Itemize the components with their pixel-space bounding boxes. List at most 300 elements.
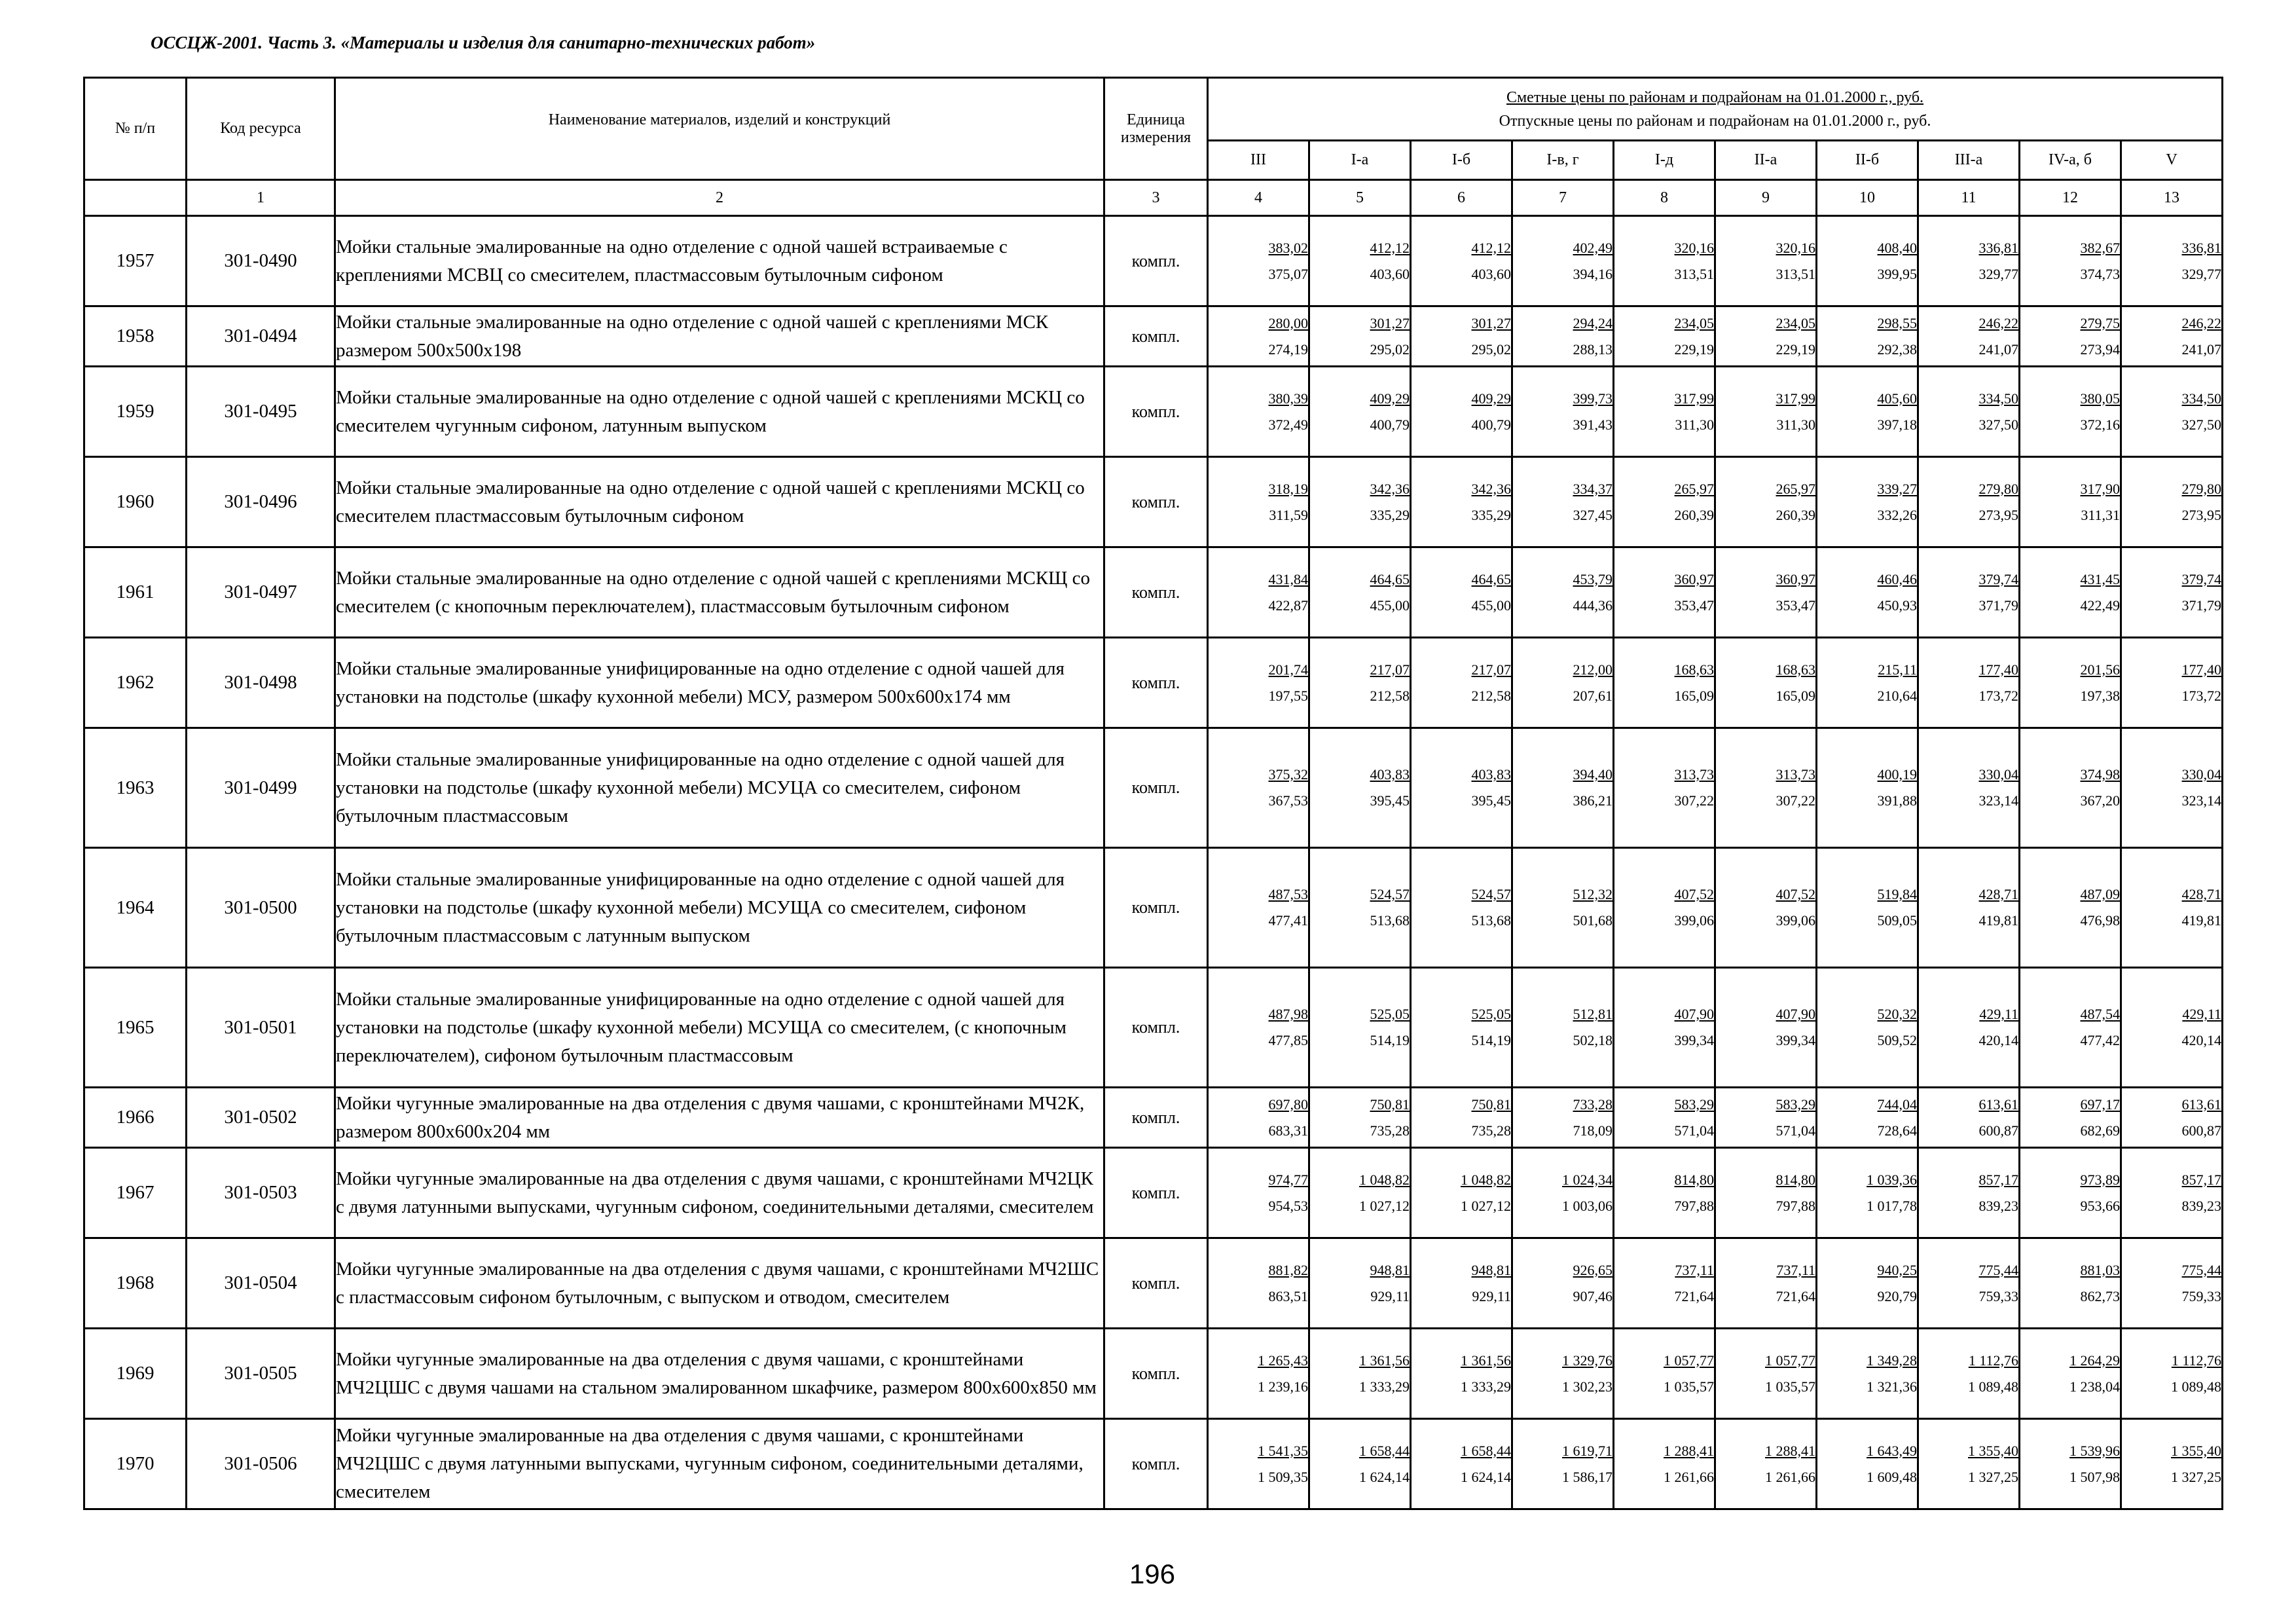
- estimated-price: 336,81: [2181, 239, 2222, 256]
- resource-code: 301-0497: [187, 547, 335, 638]
- estimated-price: 520,32: [1877, 1006, 1917, 1022]
- release-price: 953,66: [2080, 1197, 2120, 1214]
- release-price: 450,93: [1877, 597, 1917, 614]
- release-price: 600,87: [2181, 1122, 2222, 1139]
- price-cell: [1208, 547, 1309, 638]
- estimated-price: 881,03: [2080, 1261, 2120, 1278]
- estimated-price: 1 112,76: [1968, 1352, 2018, 1369]
- price-cell: [1918, 367, 2020, 457]
- unit-cell: компл.: [1104, 1419, 1208, 1509]
- estimated-price: 234,05: [1776, 314, 1815, 331]
- row-number: 1963: [84, 728, 187, 848]
- release-price: 1 261,66: [1664, 1468, 1714, 1485]
- row-number: 1957: [84, 216, 187, 306]
- estimated-price: 400,19: [1877, 766, 1917, 783]
- release-price: 197,38: [2080, 687, 2120, 704]
- release-price: 1 609,48: [1867, 1468, 1917, 1485]
- table-row: [84, 547, 2223, 638]
- price-cell: [1614, 457, 1715, 547]
- header-region: II-а: [1715, 141, 1817, 180]
- estimated-price: 317,99: [1674, 390, 1714, 407]
- estimated-price: 1 361,56: [1359, 1352, 1410, 1369]
- release-price: 1 624,14: [1461, 1468, 1511, 1485]
- release-price: 367,53: [1268, 792, 1308, 809]
- price-cell: [2121, 1419, 2223, 1509]
- table-row: [84, 728, 2223, 848]
- release-price: 571,04: [1776, 1122, 1815, 1139]
- price-cell: [1309, 728, 1411, 848]
- price-cell: [1411, 457, 1512, 547]
- estimated-price: 177,40: [1978, 661, 2018, 678]
- release-price: 311,30: [1776, 416, 1815, 433]
- estimated-price: 383,02: [1268, 239, 1308, 256]
- table-row: [84, 306, 2223, 367]
- material-name: Мойки стальные эмалированные унифицированные на одно отделение с одной чашей для установки на подстолье (шкафу кухонной мебели) МСУ, размером 500х600х174 мм: [335, 638, 1104, 728]
- release-price: 509,05: [1877, 912, 1917, 929]
- release-price: 1 327,25: [1968, 1468, 2018, 1485]
- estimated-price: 737,11: [1776, 1261, 1815, 1278]
- release-price: 797,88: [1674, 1197, 1714, 1214]
- price-cell: [1208, 638, 1309, 728]
- release-price: 863,51: [1268, 1287, 1308, 1304]
- price-cell: [1512, 1329, 1614, 1419]
- estimated-price: 301,27: [1370, 314, 1410, 331]
- price-cell: [1817, 728, 1918, 848]
- release-price: 313,51: [1776, 265, 1815, 282]
- release-price: 353,47: [1776, 597, 1815, 614]
- price-cell: [1715, 728, 1817, 848]
- estimated-price: 1 658,44: [1461, 1442, 1511, 1459]
- release-price: 327,45: [1573, 506, 1613, 523]
- resource-code: 301-0499: [187, 728, 335, 848]
- estimated-price: 294,24: [1573, 314, 1613, 331]
- estimated-price: 453,79: [1573, 570, 1613, 587]
- price-cell: [1208, 1148, 1309, 1238]
- estimated-price: 1 057,77: [1765, 1352, 1815, 1369]
- table-row: [84, 848, 2223, 968]
- price-cell: [1715, 367, 1817, 457]
- price-cell: [1512, 547, 1614, 638]
- price-cell: [1309, 1148, 1411, 1238]
- row-number: 1958: [84, 306, 187, 367]
- release-price: 477,42: [2080, 1032, 2120, 1048]
- estimated-price: 408,40: [1877, 239, 1917, 256]
- release-price: 920,79: [1877, 1287, 1917, 1304]
- price-cell: [2121, 728, 2223, 848]
- price-cell: [1411, 1238, 1512, 1329]
- material-name: Мойки чугунные эмалированные на два отделения с двумя чашами, с кронштейнами МЧ2ЦШС с двумя чашами на стальном эмалированном шкафчике, размером 800х600х850 мм: [335, 1329, 1104, 1419]
- estimated-price: 360,97: [1776, 570, 1815, 587]
- row-number: 1970: [84, 1419, 187, 1509]
- release-price: 400,79: [1471, 416, 1511, 433]
- column-number: 1: [187, 180, 335, 216]
- release-price: 571,04: [1674, 1122, 1714, 1139]
- release-price: 1 333,29: [1461, 1378, 1511, 1395]
- price-cell: [1512, 367, 1614, 457]
- row-number: 1968: [84, 1238, 187, 1329]
- release-price: 1 302,23: [1562, 1378, 1613, 1395]
- column-number: 12: [2020, 180, 2121, 216]
- estimated-price: 403,83: [1471, 766, 1511, 783]
- price-cell: [1817, 1238, 1918, 1329]
- price-cell: [1309, 547, 1411, 638]
- column-number: 11: [1918, 180, 2020, 216]
- estimated-price: 279,80: [1978, 480, 2018, 497]
- estimated-price: 168,63: [1674, 661, 1714, 678]
- release-price: 307,22: [1776, 792, 1815, 809]
- estimated-price: 1 643,49: [1867, 1442, 1917, 1459]
- estimated-price: 1 048,82: [1359, 1171, 1410, 1188]
- release-price: 1 003,06: [1562, 1197, 1613, 1214]
- price-cell: [1918, 638, 2020, 728]
- price-cell: [1512, 306, 1614, 367]
- release-price: 210,64: [1877, 687, 1917, 704]
- price-cell: [1715, 1148, 1817, 1238]
- release-price: 477,41: [1268, 912, 1308, 929]
- estimated-price: 926,65: [1573, 1261, 1613, 1278]
- release-price: 513,68: [1370, 912, 1410, 929]
- price-cell: [2121, 968, 2223, 1088]
- price-cell: [1918, 216, 2020, 306]
- estimated-price: 313,73: [1674, 766, 1714, 783]
- price-cell: [2020, 638, 2121, 728]
- release-price: 311,31: [2081, 506, 2120, 523]
- estimated-price: 525,05: [1471, 1006, 1511, 1022]
- unit-cell: компл.: [1104, 728, 1208, 848]
- resource-code: 301-0490: [187, 216, 335, 306]
- release-price: 1 089,48: [2171, 1378, 2222, 1395]
- estimated-price: 750,81: [1471, 1096, 1511, 1113]
- release-price: 907,46: [1573, 1287, 1613, 1304]
- release-price: 682,69: [2080, 1122, 2120, 1139]
- price-cell: [1817, 1419, 1918, 1509]
- table-row: [84, 457, 2223, 547]
- estimated-price: 342,36: [1370, 480, 1410, 497]
- table-row: [84, 1419, 2223, 1509]
- release-price: 839,23: [2181, 1197, 2222, 1214]
- estimated-price: 313,73: [1776, 766, 1815, 783]
- price-cell: [1512, 638, 1614, 728]
- release-price: 1 027,12: [1359, 1197, 1410, 1214]
- price-cell: [1918, 848, 2020, 968]
- price-cell: [2020, 848, 2121, 968]
- price-cell: [1614, 1419, 1715, 1509]
- release-price: 839,23: [1978, 1197, 2018, 1214]
- estimated-price: 279,75: [2080, 314, 2120, 331]
- estimated-price: 1 057,77: [1664, 1352, 1714, 1369]
- estimated-price: 428,71: [1978, 886, 2018, 902]
- price-cell: [1715, 638, 1817, 728]
- release-price: 241,07: [1978, 341, 2018, 358]
- table-row: [84, 216, 2223, 306]
- estimated-price: 464,65: [1471, 570, 1511, 587]
- estimated-price: 431,84: [1268, 570, 1308, 587]
- estimated-price: 487,53: [1268, 886, 1308, 902]
- release-price: 476,98: [2080, 912, 2120, 929]
- header-region: III: [1208, 141, 1309, 180]
- estimated-price: 814,80: [1674, 1171, 1714, 1188]
- release-price: 311,30: [1675, 416, 1714, 433]
- estimated-price: 1 349,28: [1867, 1352, 1917, 1369]
- price-cell: [1918, 1329, 2020, 1419]
- header-unit: Единица измерения: [1104, 78, 1208, 180]
- price-cell: [1411, 306, 1512, 367]
- estimated-price: 1 288,41: [1765, 1442, 1815, 1459]
- unit-cell: компл.: [1104, 848, 1208, 968]
- price-cell: [1411, 367, 1512, 457]
- column-number: 3: [1104, 180, 1208, 216]
- estimated-price: 1 361,56: [1461, 1352, 1511, 1369]
- price-cell: [1208, 848, 1309, 968]
- price-cell: [1715, 547, 1817, 638]
- estimated-price: 881,82: [1268, 1261, 1308, 1278]
- price-cell: [1208, 728, 1309, 848]
- release-price: 501,68: [1573, 912, 1613, 929]
- release-price: 399,06: [1674, 912, 1714, 929]
- material-name: Мойки стальные эмалированные унифицированные на одно отделение с одной чашей для установки на подстолье (шкафу кухонной мебели) МСУЩА со смесителем, сифоном бутылочным пластмассовым с латунным выпуском: [335, 848, 1104, 968]
- resource-code: 301-0498: [187, 638, 335, 728]
- unit-cell: компл.: [1104, 1088, 1208, 1148]
- release-price: 335,29: [1471, 506, 1511, 523]
- price-cell: [1817, 367, 1918, 457]
- price-cell: [2020, 216, 2121, 306]
- estimated-price: 1 039,36: [1867, 1171, 1917, 1188]
- price-cell: [1817, 457, 1918, 547]
- header-num: № п/п: [84, 78, 187, 180]
- price-cell: [1918, 306, 2020, 367]
- release-price: 477,85: [1268, 1032, 1308, 1048]
- estimated-price: 744,04: [1877, 1096, 1917, 1113]
- release-price: 173,72: [2181, 687, 2222, 704]
- price-cell: [1512, 216, 1614, 306]
- price-cell: [2020, 1088, 2121, 1148]
- estimated-price: 407,90: [1776, 1006, 1815, 1022]
- release-price: 165,09: [1674, 687, 1714, 704]
- estimated-price: 298,55: [1877, 314, 1917, 331]
- release-price: 1 586,17: [1562, 1468, 1613, 1485]
- estimated-price: 464,65: [1370, 570, 1410, 587]
- estimated-price: 265,97: [1674, 480, 1714, 497]
- estimated-price: 487,54: [2080, 1006, 2120, 1022]
- release-price: 229,19: [1776, 341, 1815, 358]
- price-cell: [1411, 1419, 1512, 1509]
- column-number: 7: [1512, 180, 1614, 216]
- row-number: 1966: [84, 1088, 187, 1148]
- price-cell: [2121, 1148, 2223, 1238]
- release-price: 335,29: [1370, 506, 1410, 523]
- price-cell: [2020, 306, 2121, 367]
- release-price: 403,60: [1471, 265, 1511, 282]
- header-region: III-а: [1918, 141, 2020, 180]
- release-price: 367,20: [2080, 792, 2120, 809]
- release-price: 797,88: [1776, 1197, 1815, 1214]
- release-price: 399,34: [1674, 1032, 1714, 1048]
- header-region: II-б: [1817, 141, 1918, 180]
- release-price: 683,31: [1268, 1122, 1308, 1139]
- price-cell: [1309, 1329, 1411, 1419]
- release-price: 229,19: [1674, 341, 1714, 358]
- release-price: 728,64: [1877, 1122, 1917, 1139]
- estimated-price: 301,27: [1471, 314, 1511, 331]
- material-name: Мойки стальные эмалированные на одно отделение с одной чашей с креплениями МСК размером 500х500х198: [335, 306, 1104, 367]
- price-cell: [1309, 1419, 1411, 1509]
- release-price: 323,14: [1978, 792, 2018, 809]
- estimated-price: 1 048,82: [1461, 1171, 1511, 1188]
- release-price: 1 035,57: [1765, 1378, 1815, 1395]
- release-price: 241,07: [2181, 341, 2222, 358]
- release-price: 419,81: [1978, 912, 2018, 929]
- estimated-price: 320,16: [1674, 239, 1714, 256]
- price-cell: [1817, 306, 1918, 367]
- estimated-price: 317,99: [1776, 390, 1815, 407]
- estimated-price: 1 619,71: [1562, 1442, 1613, 1459]
- estimated-price: 973,89: [2080, 1171, 2120, 1188]
- price-cell: [1614, 968, 1715, 1088]
- release-price: 422,49: [2080, 597, 2120, 614]
- price-cell: [1918, 1238, 2020, 1329]
- release-price: 397,18: [1877, 416, 1917, 433]
- price-cell: [1208, 1088, 1309, 1148]
- column-number: 6: [1411, 180, 1512, 216]
- estimated-price: 1 355,40: [2171, 1442, 2222, 1459]
- material-name: Мойки чугунные эмалированные на два отделения с двумя чашами, с кронштейнами МЧ2ШС с пластмассовым сифоном бутылочным, с выпуском и отводом, смесителем: [335, 1238, 1104, 1329]
- release-price: 273,95: [1978, 506, 2018, 523]
- estimated-price: 429,11: [2182, 1006, 2222, 1022]
- release-price: 212,58: [1370, 687, 1410, 704]
- release-price: 394,16: [1573, 265, 1613, 282]
- release-price: 735,28: [1471, 1122, 1511, 1139]
- price-cell: [1512, 1419, 1614, 1509]
- price-cell: [1411, 1088, 1512, 1148]
- resource-code: 301-0496: [187, 457, 335, 547]
- release-price: 353,47: [1674, 597, 1714, 614]
- release-price: 327,50: [2181, 416, 2222, 433]
- row-number: 1962: [84, 638, 187, 728]
- release-price: 929,11: [1370, 1287, 1410, 1304]
- row-number: 1960: [84, 457, 187, 547]
- release-price: 1 017,78: [1867, 1197, 1917, 1214]
- release-price: 1 321,36: [1867, 1378, 1917, 1395]
- estimated-price: 431,45: [2080, 570, 2120, 587]
- estimated-price: 512,32: [1573, 886, 1613, 902]
- release-price: 311,59: [1269, 506, 1308, 523]
- row-number: 1969: [84, 1329, 187, 1419]
- price-cell: [1309, 1088, 1411, 1148]
- price-cell: [1715, 216, 1817, 306]
- release-price: 295,02: [1370, 341, 1410, 358]
- estimated-price: 857,17: [1978, 1171, 2018, 1188]
- estimated-price: 177,40: [2181, 661, 2222, 678]
- estimated-price: 775,44: [2181, 1261, 2222, 1278]
- row-number: 1964: [84, 848, 187, 968]
- price-cell: [2121, 1329, 2223, 1419]
- release-price: 1 035,57: [1664, 1378, 1714, 1395]
- price-cell: [1614, 848, 1715, 968]
- resource-code: 301-0494: [187, 306, 335, 367]
- estimated-price: 1 024,34: [1562, 1171, 1613, 1188]
- price-cell: [1309, 367, 1411, 457]
- release-price: 212,58: [1471, 687, 1511, 704]
- estimated-price: 394,40: [1573, 766, 1613, 783]
- release-price: 403,60: [1370, 265, 1410, 282]
- estimated-price: 409,29: [1370, 390, 1410, 407]
- estimated-price: 279,80: [2181, 480, 2222, 497]
- price-cell: [1715, 457, 1817, 547]
- estimated-price: 974,77: [1268, 1171, 1308, 1188]
- price-table: [83, 77, 2223, 1510]
- release-price: 1 333,29: [1359, 1378, 1410, 1395]
- release-price: 371,79: [1978, 597, 2018, 614]
- estimated-price: 1 541,35: [1258, 1442, 1308, 1459]
- estimated-price: 524,57: [1471, 886, 1511, 902]
- price-cell: [1411, 728, 1512, 848]
- price-cell: [1512, 1238, 1614, 1329]
- material-name: Мойки стальные эмалированные на одно отделение с одной чашей с креплениями МСКЦ со смесителем чугунным сифоном, латунным выпуском: [335, 367, 1104, 457]
- release-price: 332,26: [1877, 506, 1917, 523]
- estimated-price: 217,07: [1370, 661, 1410, 678]
- price-cell: [1918, 547, 2020, 638]
- release-price: 1 027,12: [1461, 1197, 1511, 1214]
- estimated-price: 407,52: [1674, 886, 1714, 902]
- price-cell: [1411, 1148, 1512, 1238]
- price-cell: [2020, 968, 2121, 1088]
- material-name: Мойки стальные эмалированные на одно отделение с одной чашей встраиваемые с креплениями МСВЦ со смесителем, пластмассовым бутылочным сифоном: [335, 216, 1104, 306]
- unit-cell: компл.: [1104, 306, 1208, 367]
- release-price: 929,11: [1472, 1287, 1511, 1304]
- price-cell: [2121, 848, 2223, 968]
- estimated-price: 487,98: [1268, 1006, 1308, 1022]
- estimated-price: 948,81: [1370, 1261, 1410, 1278]
- price-cell: [2020, 547, 2121, 638]
- unit-cell: компл.: [1104, 367, 1208, 457]
- estimated-price: 1 355,40: [1968, 1442, 2018, 1459]
- column-number-empty: [84, 180, 187, 216]
- estimated-price: 814,80: [1776, 1171, 1815, 1188]
- estimated-price: 519,84: [1877, 886, 1917, 902]
- price-cell: [1512, 848, 1614, 968]
- release-price: 274,19: [1268, 341, 1308, 358]
- resource-code: 301-0506: [187, 1419, 335, 1509]
- release-price: 386,21: [1573, 792, 1613, 809]
- unit-cell: компл.: [1104, 968, 1208, 1088]
- resource-code: 301-0503: [187, 1148, 335, 1238]
- release-price: 721,64: [1776, 1287, 1815, 1304]
- estimated-price: 201,74: [1268, 661, 1308, 678]
- estimated-price: 737,11: [1675, 1261, 1714, 1278]
- material-name: Мойки стальные эмалированные на одно отделение с одной чашей с креплениями МСКЩ со смесителем (с кнопочным переключателем), пластмассовым бутылочным сифоном: [335, 547, 1104, 638]
- material-name: Мойки стальные эмалированные унифицированные на одно отделение с одной чашей для установки на подстолье (шкафу кухонной мебели) МСУЦА со смесителем, сифоном бутылочным пластмассовым: [335, 728, 1104, 848]
- estimated-price: 460,46: [1877, 570, 1917, 587]
- price-cell: [1309, 306, 1411, 367]
- release-price: 1 327,25: [2171, 1468, 2222, 1485]
- release-price: 862,73: [2080, 1287, 2120, 1304]
- price-cell: [1817, 638, 1918, 728]
- estimated-price: 857,17: [2181, 1171, 2222, 1188]
- unit-cell: компл.: [1104, 457, 1208, 547]
- release-price: 173,72: [1978, 687, 2018, 704]
- estimated-price: 429,11: [1979, 1006, 2018, 1022]
- column-number: 8: [1614, 180, 1715, 216]
- release-price: 718,09: [1573, 1122, 1613, 1139]
- table-row: [84, 638, 2223, 728]
- release-price: 455,00: [1471, 597, 1511, 614]
- unit-cell: компл.: [1104, 1329, 1208, 1419]
- resource-code: 301-0504: [187, 1238, 335, 1329]
- header-region: I-в, г: [1512, 141, 1614, 180]
- estimated-price: 1 265,43: [1258, 1352, 1308, 1369]
- release-price: 372,49: [1268, 416, 1308, 433]
- price-cell: [1614, 1088, 1715, 1148]
